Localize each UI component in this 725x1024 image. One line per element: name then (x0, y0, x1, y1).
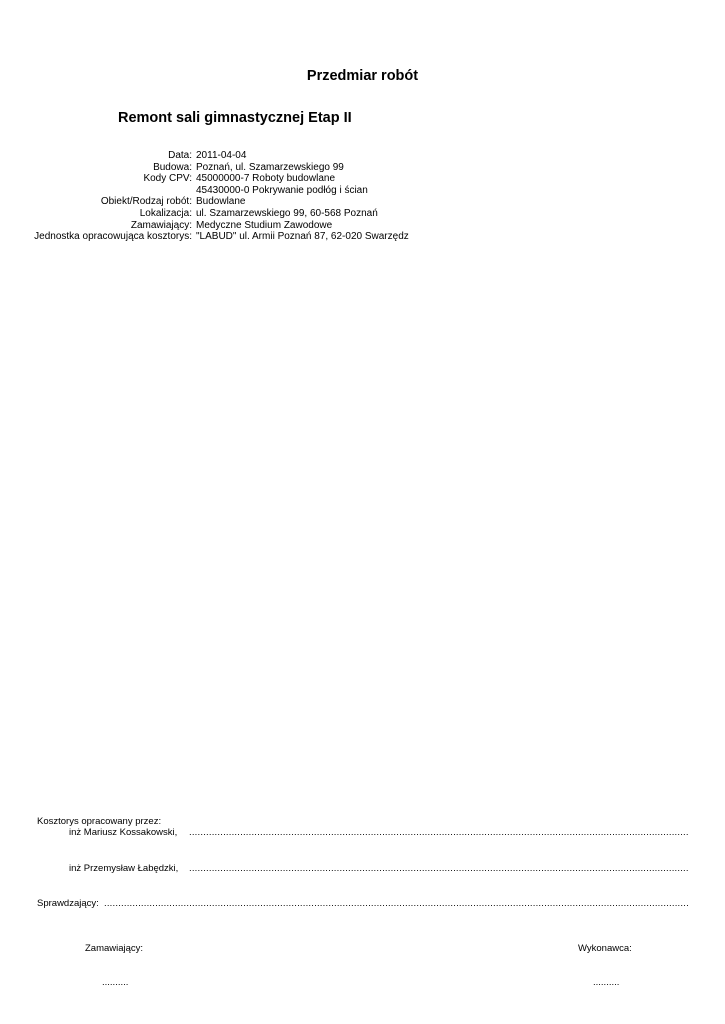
author-1-signature-line (189, 827, 688, 837)
prepared-by-label: Kosztorys opracowany przez: (37, 816, 162, 827)
info-label: Jednostka opracowująca kosztorys: (34, 231, 192, 243)
info-row-client (0, 220, 409, 232)
info-label: Data: (168, 150, 192, 161)
info-row-cpv (0, 173, 409, 185)
info-value: 45000000-7 Roboty budowlane (196, 173, 335, 185)
contractor-signature-line: .......... (593, 977, 620, 988)
info-label: Lokalizacja: (139, 207, 192, 219)
checked-by-label: Sprawdzający: (37, 898, 99, 909)
info-label: Kody CPV: (143, 173, 192, 185)
info-value: 45430000-0 Pokrywanie podłóg i ścian (196, 184, 368, 196)
info-label (0, 185, 196, 197)
info-label: Obiekt/Rodzaj robót: (100, 196, 192, 208)
info-value: 2011-04-04 (196, 150, 247, 161)
author-1-name: inż Mariusz Kossakowski, (69, 827, 178, 838)
info-table (0, 150, 409, 243)
info-row-location (0, 208, 409, 220)
info-row-object (0, 196, 409, 208)
info-value: Budowlane (196, 196, 246, 208)
info-row-date (0, 150, 409, 162)
info-label: Zamawiający: (130, 219, 192, 231)
info-value: Medyczne Studium Zawodowe (196, 219, 333, 231)
checked-by-signature-line (104, 898, 688, 908)
client-signature-line: .......... (102, 977, 129, 988)
author-2-name: inż Przemysław Łabędzki, (69, 863, 179, 874)
author-2-signature-line (189, 863, 688, 873)
client-label: Zamawiający: (85, 943, 144, 954)
document-title: Przedmiar robót (306, 68, 419, 84)
info-value: ul. Szamarzewskiego 99, 60-568 Poznań (196, 207, 378, 219)
info-row-cpv-2 (0, 185, 409, 197)
document-subtitle: Remont sali gimnastycznej Etap II (118, 110, 352, 126)
info-value: Poznań, ul. Szamarzewskiego 99 (196, 161, 344, 173)
info-value: "LABUD" ul. Armii Poznań 87, 62-020 Swarzędz (196, 231, 409, 243)
info-row-site (0, 162, 409, 174)
info-row-prepared-by (0, 231, 409, 243)
contractor-label: Wykonawca: (578, 943, 632, 954)
info-label: Budowa: (153, 161, 192, 173)
